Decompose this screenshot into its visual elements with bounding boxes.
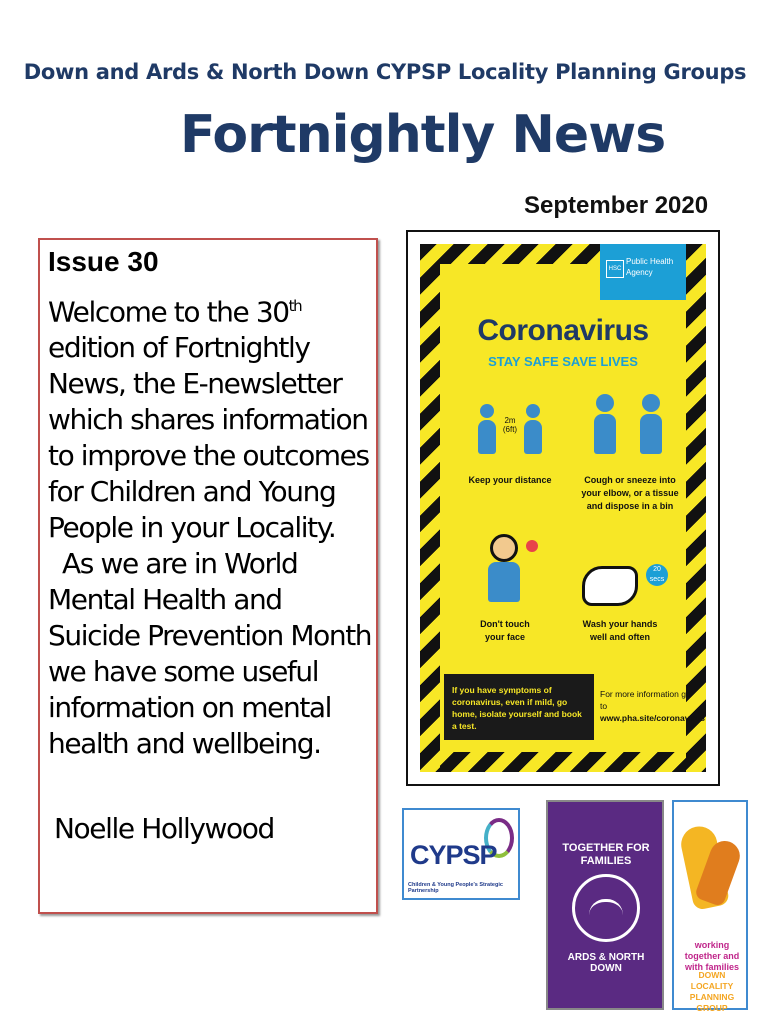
distance-label: 2m (6ft) [502, 416, 518, 434]
tip-cough-elbow: Cough or sneeze into your elbow, or a tissue and dispose in a bin [581, 475, 679, 511]
pha-logo [600, 244, 686, 300]
tip-dont-touch-face: Don't touch your face [480, 619, 530, 642]
more-info-url: www.pha.site/coronavirus [600, 713, 706, 723]
intro-ordinal: th [288, 297, 302, 315]
intro-paragraph [48, 288, 374, 546]
down-locality-planning-group-logo [672, 800, 748, 1013]
author-signature: Noelle Hollywood [54, 812, 274, 845]
issue-intro-text [48, 288, 374, 762]
dlpg-name: DOWN LOCALITY PLANNING GROUP [689, 970, 735, 1013]
washing-hands-icon [582, 566, 638, 606]
mental-health-paragraph: As we are in World Mental Health and Suicide Prevention Month we have some useful information on mental health and wellbeing. [48, 547, 372, 761]
tff-people-icon [589, 899, 623, 919]
pha-name: Public Health Agency [626, 257, 674, 277]
symptoms-notice: If you have symptoms of coronavirus, even if mild, go home, isolate yourself and book a test. [444, 674, 594, 740]
intro-end: edition of Fortnightly News, the E-newsletter which shares information to improve the outcomes for Children and Young People in your Locality. [48, 331, 369, 545]
timer-icon: 20 secs [646, 564, 668, 586]
hands-icon [682, 816, 740, 916]
tff-bottom-text: ARDS & NORTH DOWN [567, 952, 645, 974]
cypsp-wordmark: CYPSP [410, 840, 497, 870]
newsletter-subtitle: Down and Ards & North Down CYPSP Locality Planning Groups [23, 60, 747, 84]
tip-wash-hands: Wash your hands well and often [582, 619, 658, 642]
tff-family-icon [572, 874, 640, 942]
hsc-icon: HSC [606, 260, 624, 278]
issue-intro-box [38, 238, 378, 914]
dlpg-tagline: working together and with families [684, 940, 740, 972]
issue-date: September 2020 [524, 192, 709, 219]
no-touch-icon [526, 540, 538, 552]
cypsp-logo [402, 808, 520, 900]
hazard-stripe-bottom [420, 752, 706, 772]
intro-start: Welcome to the 30 [48, 295, 289, 329]
issue-number: Issue 30 [48, 246, 159, 277]
newsletter-title: Fortnightly News [180, 105, 666, 165]
poster-tagline: STAY SAFE SAVE LIVES [488, 354, 638, 369]
together-for-families-logo [546, 800, 664, 1010]
more-info-text: For more information go to [600, 689, 691, 711]
tip-keep-distance: Keep your distance [468, 475, 552, 485]
poster-body [420, 244, 706, 772]
poster-title: Coronavirus [477, 314, 649, 347]
coronavirus-poster [406, 230, 720, 786]
cypsp-subtitle: Children & Young People's Strategic Partnership [408, 882, 503, 894]
tff-top-text: TOGETHER FOR FAMILIES [562, 842, 650, 867]
more-info [600, 688, 706, 724]
